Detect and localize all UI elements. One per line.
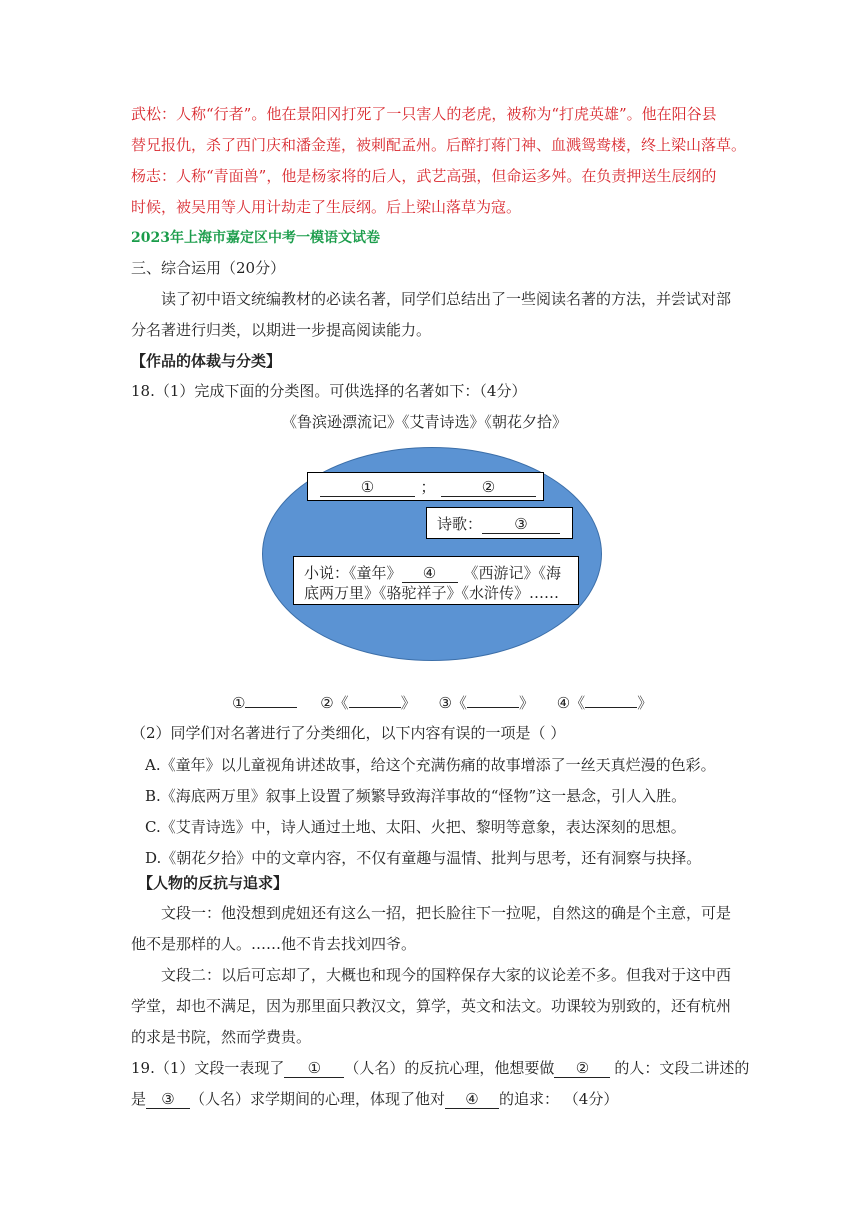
question-19-line-1 [131,1058,749,1078]
question-19-line-2 [131,1089,618,1109]
passage-1-line-1: 文段一：他没想到虎妞还有这么一招，把长脸往下一拉呢，自然这的确是个主意，可是 [161,904,732,922]
answer-2-end: 》 [400,694,416,712]
book-options: 《鲁滨逊漂流记》《艾青诗选》《朝花夕拾》 [282,413,568,431]
answer-4-blank[interactable] [585,707,637,708]
exam-title: 2023年上海市嘉定区中考一模语文试卷 [131,230,380,246]
q19-text-d: 的人：文段二讲述的 [614,1059,750,1077]
option-b: B.《海底两万里》叙事上设置了频繁导致海洋事故的“怪物”这一悬念，引人入胜。 [145,787,687,805]
wusong-line-1: 武松：人称“行者”。他在景阳冈打死了一只害人的老虎，被称为“打虎英雄”。他在阳谷县 [131,105,717,123]
option-c: C.《艾青诗选》中，诗人通过土地、太阳、火把、黎明等意象，表达深刻的思想。 [145,818,686,836]
answer-3-end: 》 [518,694,534,712]
box-blank-1-2 [307,472,544,501]
novel-label: 小说：《童年》 [304,564,402,582]
q19-text-g: 的追求： （4分） [499,1090,619,1108]
blank-4[interactable]: ④ [402,564,458,583]
question-18-2: （2）同学们对名著进行了分类细化，以下内容有误的一项是（ ） [131,724,566,742]
answer-line [232,693,652,713]
passage-2-line-1: 文段二：以后可忘却了，大概也和现今的国粹保存大家的议论差不多。但我对于这中西 [161,966,732,984]
answer-2-label: ②《 [320,694,349,712]
paragraph-1-line-1: 读了初中语文统编教材的必读名著，同学们总结出了一些阅读名著的方法，并尝试对部 [161,290,732,308]
q19-blank-2[interactable]: ② [554,1059,610,1078]
paragraph-1-line-2: 分名著进行归类，以期进一步提高阅读能力。 [131,321,432,339]
blank-3[interactable]: ③ [482,515,560,534]
answer-4-label: ④《 [556,694,586,712]
yangzhi-line-2: 时候，被吴用等人用计劫走了生辰纲。后上梁山落草为寇。 [131,198,522,216]
sub-heading-genre: 【作品的体裁与分类】 [131,352,282,370]
blank-1[interactable]: ① [320,478,415,497]
q19-text-a: 19.（1）文段一表现了 [131,1059,285,1077]
novel-list-1: 《西游记》《海 [463,564,562,582]
poetry-label: 诗歌： [437,515,483,533]
q19-blank-1[interactable]: ① [284,1059,344,1078]
yangzhi-line-1: 杨志：人称“青面兽”，他是杨家将的后人，武艺高强，但命运多舛。在负责押送生辰纲的 [131,167,717,185]
answer-1-label: ① [232,694,246,712]
answer-3-blank[interactable] [467,707,519,708]
passage-2-line-2: 学堂，却也不满足，因为那里面只教汉文，算学，英文和法文。功课较为别致的，还有杭州 [131,997,732,1015]
answer-2-blank[interactable] [349,707,401,708]
answer-4-end: 》 [637,694,653,712]
q19-blank-3[interactable]: ③ [146,1090,190,1109]
passage-1-line-2: 他不是那样的人。……他不肯去找刘四爷。 [131,935,417,953]
q19-text-e: 是 [131,1090,147,1108]
blank-2[interactable]: ② [441,478,536,497]
answer-3-label: ③《 [438,694,467,712]
option-a: A.《童年》以儿童视角讲述故事，给这个充满伤痛的故事增添了一丝天真烂漫的色彩。 [145,756,716,774]
question-18-1: 18.（1）完成下面的分类图。可供选择的名著如下：（4分） [131,382,527,400]
option-d: D.《朝花夕拾》中的文章内容，不仅有童趣与温情、批判与思考，还有洞察与抉择。 [145,849,702,867]
q19-text-c: （人名）的反抗心理，他想要做 [344,1059,555,1077]
novel-list-2: 底两万里》《骆驼祥子》《水浒传》…… [304,584,560,602]
box-novel [293,556,579,605]
section-heading: 三、综合运用（20分） [131,259,286,277]
wusong-line-2: 替兄报仇，杀了西门庆和潘金莲，被刺配孟州。后醉打蒋门神、血溅鸳鸯楼，终上梁山落草。 [131,136,747,154]
separator: ； [420,478,436,496]
box-poetry [426,507,573,539]
q19-text-f: （人名）求学期间的心理，体现了他对 [190,1090,446,1108]
answer-1-blank[interactable] [245,707,297,708]
sub-heading-characters: 【人物的反抗与追求】 [138,874,289,892]
passage-2-line-3: 的求是书院，然而学费贵。 [131,1028,312,1046]
q19-blank-4[interactable]: ④ [445,1090,499,1109]
